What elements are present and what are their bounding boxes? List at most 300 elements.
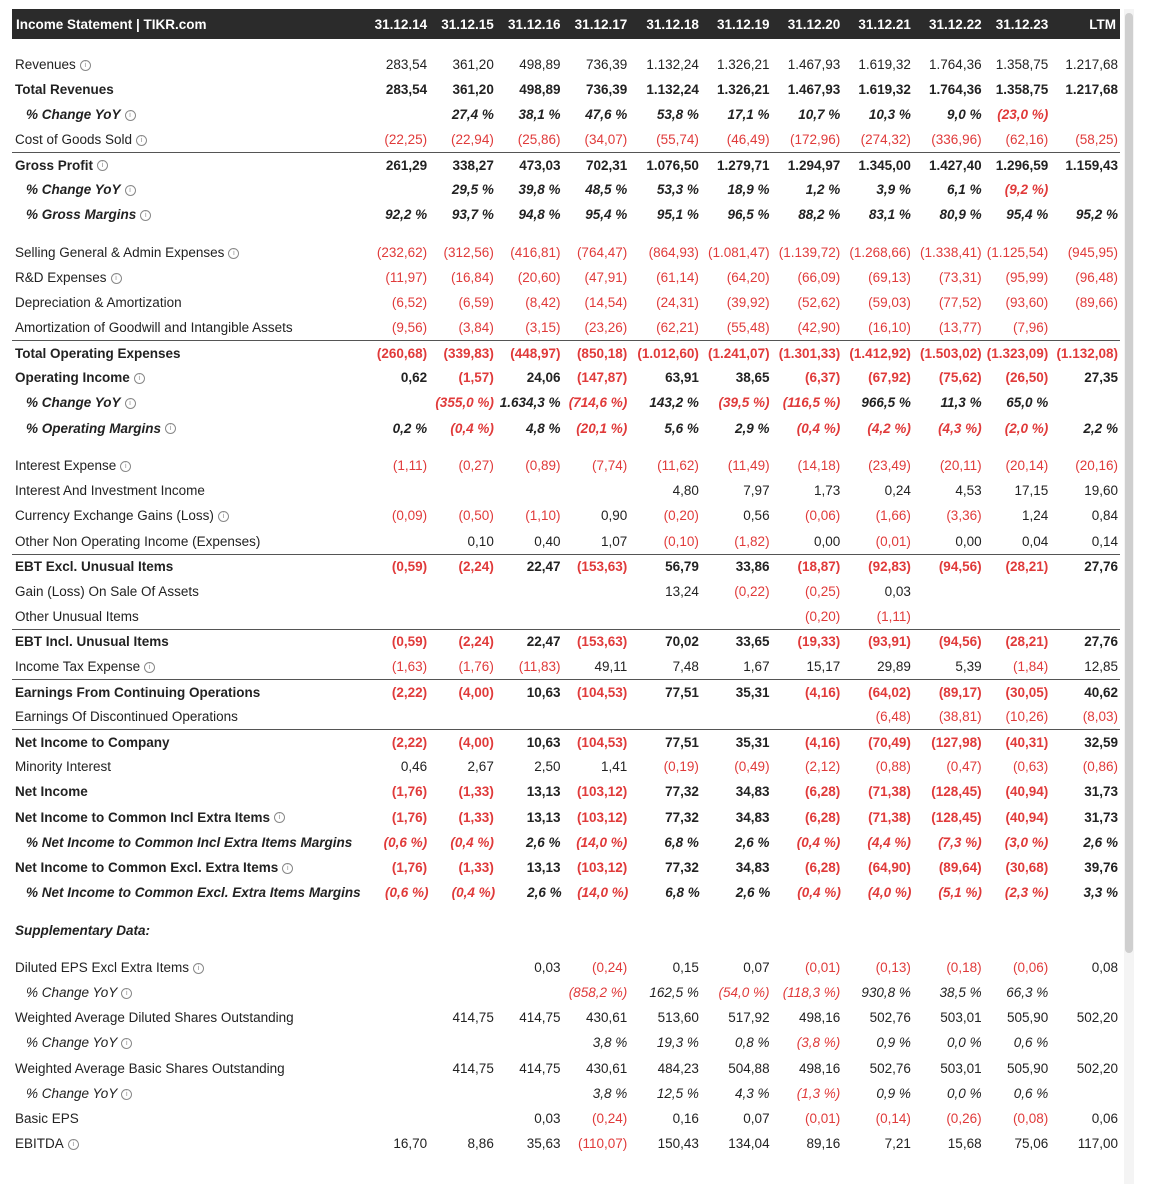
table-cell: (153,63) <box>576 559 628 575</box>
table-cell: 361,20 <box>452 56 494 72</box>
table-cell: (0,47) <box>946 759 982 775</box>
table-cell: (13,77) <box>938 320 982 336</box>
table-cell: 0,00 <box>955 533 982 549</box>
table-cell: (0,4 %) <box>451 884 496 900</box>
table-cell: (0,59) <box>391 559 428 575</box>
table-cell: 1,73 <box>813 483 841 499</box>
row-label <box>12 584 356 599</box>
table-cell: (0,08) <box>1013 1110 1049 1126</box>
row-label <box>12 609 356 624</box>
period-header[interactable]: 31.12.19 <box>717 16 770 32</box>
table-cell: 1.326,21 <box>717 81 770 97</box>
table-cell: (1.125,54) <box>986 244 1049 260</box>
row-spacer <box>12 227 1120 240</box>
info-icon[interactable]: i <box>125 110 136 121</box>
table-row[interactable] <box>12 729 1120 754</box>
table-row[interactable] <box>12 77 1120 102</box>
table-cell: 24,06 <box>526 370 561 386</box>
info-icon[interactable]: i <box>97 160 108 171</box>
row-label-text: EBT Excl. Unusual Items <box>15 559 174 575</box>
period-header[interactable]: 31.12.21 <box>858 16 911 32</box>
table-cell: 1.345,00 <box>858 157 911 173</box>
table-row[interactable] <box>12 240 1120 265</box>
table-cell: 1,41 <box>600 759 628 775</box>
table-cell: (70,49) <box>868 734 911 750</box>
row-label <box>12 295 356 310</box>
table-cell: 0,90 <box>600 508 628 524</box>
table-cell: 92,2 % <box>385 207 428 223</box>
table-row[interactable] <box>12 579 1120 604</box>
row-label <box>12 82 356 97</box>
table-cell: (46,49) <box>726 131 770 147</box>
info-icon[interactable]: i <box>165 423 176 434</box>
info-icon[interactable]: i <box>68 1139 79 1150</box>
row-label-text: % Operating Margins <box>26 420 162 436</box>
table-cell: (38,81) <box>938 709 982 725</box>
table-row[interactable] <box>12 152 1120 177</box>
table-cell: 517,92 <box>728 1010 770 1026</box>
table-cell: 736,39 <box>585 81 628 97</box>
table-cell: 117,00 <box>1077 1135 1118 1151</box>
scrollbar-thumb[interactable] <box>1125 13 1133 953</box>
table-cell: (64,02) <box>868 684 911 700</box>
row-label-text: Net Income to Common Excl. Extra Items <box>15 859 279 875</box>
table-row[interactable] <box>12 554 1120 579</box>
info-icon[interactable]: i <box>193 963 204 974</box>
row-spacer <box>12 441 1120 454</box>
table-cell: 1.634,3 % <box>499 395 561 411</box>
table-cell: (4,3 %) <box>938 420 982 436</box>
table-cell: (1,84) <box>1013 658 1049 674</box>
table-cell: (0,26) <box>946 1110 982 1126</box>
table-cell: 1.619,32 <box>858 81 911 97</box>
table-cell: (3,15) <box>525 320 561 336</box>
table-cell: 0,03 <box>884 583 911 599</box>
table-cell: 0,03 <box>534 1110 561 1126</box>
table-cell: 498,89 <box>519 81 561 97</box>
table-row[interactable] <box>12 980 1120 1005</box>
row-label-text: Cost of Goods Sold <box>15 131 133 147</box>
table-cell: 7,21 <box>884 1135 911 1151</box>
table-cell: (864,93) <box>648 244 699 260</box>
table-cell: 505,90 <box>1007 1010 1049 1026</box>
table-cell: (39,5 %) <box>718 395 770 411</box>
row-label-text: Amortization of Goodwill and Intangible Assets <box>15 320 293 336</box>
table-row[interactable] <box>12 604 1120 629</box>
table-cell: 0,46 <box>400 759 428 775</box>
table-row[interactable] <box>12 1005 1120 1030</box>
period-header[interactable]: 31.12.16 <box>507 16 561 32</box>
info-icon[interactable]: i <box>218 511 229 522</box>
table-cell: 1.294,97 <box>787 157 841 173</box>
period-header[interactable]: 31.12.18 <box>646 16 699 32</box>
table-cell: (945,95) <box>1067 244 1118 260</box>
table-cell: (34,07) <box>584 131 628 147</box>
info-icon[interactable]: i <box>121 1089 132 1100</box>
table-cell: (2,22) <box>391 734 428 750</box>
table-cell: (66,09) <box>797 269 841 285</box>
table-cell: 8,86 <box>467 1135 494 1151</box>
row-label-text: Weighted Average Basic Shares Outstanding <box>15 1060 285 1076</box>
table-cell: (339,83) <box>443 345 494 361</box>
table-cell: 6,8 % <box>665 884 700 900</box>
table-cell: 53,3 % <box>656 182 699 198</box>
table-cell: (4,00) <box>458 684 494 700</box>
table-cell: (19,33) <box>797 634 841 650</box>
table-cell: (2,22) <box>391 684 428 700</box>
row-label-text: Depreciation & Amortization <box>15 295 182 311</box>
period-header[interactable]: 31.12.22 <box>929 16 982 32</box>
table-cell: 966,5 % <box>861 395 911 411</box>
row-label-text: Earnings Of Discontinued Operations <box>15 709 238 725</box>
table-cell: 88,2 % <box>798 207 841 223</box>
table-cell: (103,12) <box>576 784 628 800</box>
table-cell: (69,13) <box>868 269 911 285</box>
info-icon[interactable]: i <box>125 398 136 409</box>
table-cell: (0,18) <box>946 960 982 976</box>
table-cell: (54,0 %) <box>718 985 770 1001</box>
table-cell: 150,43 <box>657 1135 699 1151</box>
table-cell: (0,01) <box>804 960 841 976</box>
table-cell: (4,0 %) <box>867 884 912 900</box>
row-label <box>12 1035 356 1050</box>
period-header[interactable]: LTM <box>1089 16 1116 32</box>
table-cell: (0,06) <box>1013 960 1049 976</box>
table-row[interactable] <box>12 1030 1120 1055</box>
table-cell: 12,5 % <box>656 1085 699 1101</box>
table-cell: (858,2 %) <box>568 985 628 1001</box>
row-label-text: % Net Income to Common Excl. Extra Items Margins <box>26 884 361 900</box>
table-cell: (0,10) <box>663 533 699 549</box>
table-cell: 94,8 % <box>518 207 561 223</box>
table-cell: (96,48) <box>1075 269 1118 285</box>
table-cell: 35,63 <box>526 1135 561 1151</box>
table-cell: (16,84) <box>451 269 494 285</box>
income-statement-table <box>12 9 1120 1156</box>
info-icon[interactable]: i <box>121 1038 132 1049</box>
table-cell: (1.139,72) <box>778 244 841 260</box>
table-cell: 430,61 <box>585 1010 628 1026</box>
row-label <box>12 534 356 549</box>
table-cell: 77,32 <box>665 809 699 825</box>
table-cell: 0,40 <box>534 533 561 549</box>
table-cell: 12,85 <box>1084 658 1118 674</box>
table-cell: (0,59) <box>391 634 428 650</box>
table-cell: (11,83) <box>518 658 561 674</box>
table-row[interactable] <box>12 177 1120 202</box>
table-row[interactable] <box>12 102 1120 127</box>
table-cell: 35,31 <box>735 734 770 750</box>
table-cell: 31,73 <box>1084 784 1118 800</box>
table-row[interactable] <box>12 654 1120 679</box>
table-cell: 0,62 <box>400 370 428 386</box>
table-row[interactable] <box>12 830 1120 855</box>
table-cell: (0,06) <box>804 508 841 524</box>
table-cell: 1.217,68 <box>1065 81 1118 97</box>
table-cell: (1.503,02) <box>920 345 982 361</box>
table-cell: 1,67 <box>743 658 770 674</box>
table-cell: 0,9 % <box>876 1085 911 1101</box>
table-row[interactable] <box>12 453 1120 478</box>
row-label <box>12 784 356 799</box>
table-row[interactable] <box>12 365 1120 390</box>
row-label-text: Weighted Average Diluted Shares Outstanding <box>15 1010 294 1026</box>
table-row[interactable] <box>12 340 1120 365</box>
table-row[interactable] <box>12 1056 1120 1081</box>
info-icon[interactable]: i <box>136 135 147 146</box>
row-label-text: Net Income to Company <box>15 734 170 750</box>
row-label-text: Gross Profit <box>15 157 94 173</box>
table-cell: (8,42) <box>525 295 561 311</box>
table-row[interactable] <box>12 503 1120 528</box>
table-cell: (0,63) <box>1013 759 1049 775</box>
table-cell: (2,12) <box>804 759 841 775</box>
table-row[interactable] <box>12 202 1120 227</box>
table-cell: 93,7 % <box>451 207 494 223</box>
table-row[interactable] <box>12 390 1120 415</box>
row-label <box>12 835 356 850</box>
table-cell: (55,74) <box>656 131 699 147</box>
table-cell: (116,5 %) <box>782 395 841 411</box>
table-cell: 702,31 <box>585 157 628 173</box>
table-row[interactable] <box>12 679 1120 704</box>
table-cell: 27,76 <box>1084 559 1118 575</box>
table-cell: (0,14) <box>875 1110 911 1126</box>
table-cell: 35,31 <box>735 684 770 700</box>
table-cell: (0,88) <box>875 759 911 775</box>
info-icon[interactable]: i <box>144 662 155 673</box>
table-cell: 11,3 % <box>940 395 982 411</box>
table-row[interactable] <box>12 880 1120 905</box>
table-row[interactable] <box>12 127 1120 152</box>
table-cell: 2,6 % <box>526 834 561 850</box>
table-cell: 930,8 % <box>861 985 911 1001</box>
table-cell: (110,07) <box>577 1135 628 1151</box>
period-header[interactable]: 31.12.17 <box>574 16 628 32</box>
table-cell: (1.012,60) <box>637 345 699 361</box>
table-row[interactable] <box>12 1106 1120 1131</box>
table-cell: 9,0 % <box>947 106 982 122</box>
table-cell: 7,97 <box>743 483 770 499</box>
row-label-text: Gain (Loss) On Sale Of Assets <box>15 583 199 599</box>
table-cell: (232,62) <box>376 244 428 260</box>
table-cell: (0,4 %) <box>450 834 494 850</box>
table-header <box>12 9 1120 39</box>
period-header[interactable]: 31.12.15 <box>441 16 494 32</box>
table-cell: 10,3 % <box>868 106 911 122</box>
table-cell: (1,33) <box>458 784 494 800</box>
table-cell: (9,2 %) <box>1004 182 1049 198</box>
table-row[interactable] <box>12 528 1120 553</box>
table-cell: 40,62 <box>1084 684 1118 700</box>
row-label <box>12 559 356 574</box>
table-cell: (4,16) <box>804 734 841 750</box>
table-cell: (0,24) <box>591 1110 628 1126</box>
table-cell: (5,1 %) <box>938 884 982 900</box>
table-cell: (77,52) <box>938 295 982 311</box>
info-icon[interactable]: i <box>111 273 122 284</box>
table-cell: 338,27 <box>452 157 494 173</box>
table-cell: 4,8 % <box>526 420 561 436</box>
table-cell: 505,90 <box>1007 1060 1049 1076</box>
table-cell: (0,6 %) <box>383 834 428 850</box>
row-label-text: Supplementary Data: <box>15 922 151 938</box>
table-cell: (118,3 %) <box>782 985 841 1001</box>
table-cell: (20,14) <box>1005 458 1049 474</box>
table-cell: (336,96) <box>931 131 982 147</box>
info-icon[interactable]: i <box>140 210 151 221</box>
info-icon[interactable]: i <box>120 461 131 472</box>
row-label-text: Basic EPS <box>15 1110 79 1126</box>
table-row[interactable] <box>12 955 1120 980</box>
table-cell: (1,33) <box>458 859 494 875</box>
table-row[interactable] <box>12 917 1120 942</box>
table-cell: (104,53) <box>576 734 628 750</box>
table-cell: 38,65 <box>735 370 770 386</box>
table-cell: (1.301,33) <box>778 345 841 361</box>
info-icon[interactable]: i <box>80 60 91 71</box>
table-cell: 32,59 <box>1084 734 1118 750</box>
info-icon[interactable]: i <box>282 863 293 874</box>
table-cell: (20,11) <box>939 458 982 474</box>
table-row[interactable] <box>12 704 1120 729</box>
table-row[interactable] <box>12 416 1120 441</box>
table-cell: 1.764,36 <box>929 56 982 72</box>
row-label-text: Total Operating Expenses <box>15 345 181 361</box>
table-cell: 27,35 <box>1084 370 1118 386</box>
table-cell: 15,68 <box>947 1135 982 1151</box>
table-row[interactable] <box>12 1081 1120 1106</box>
row-label <box>12 508 356 523</box>
table-cell: (0,13) <box>875 960 911 976</box>
table-cell: (2,24) <box>458 634 494 650</box>
table-row[interactable] <box>12 754 1120 779</box>
table-cell: 502,76 <box>869 1010 911 1026</box>
row-label <box>12 346 356 361</box>
table-cell: 1.358,75 <box>995 56 1049 72</box>
table-cell: 414,75 <box>519 1060 561 1076</box>
table-cell: 1.217,68 <box>1065 56 1118 72</box>
row-label <box>12 1136 356 1151</box>
period-header[interactable]: 31.12.23 <box>995 16 1049 32</box>
table-cell: (2,0 %) <box>1004 420 1049 436</box>
table-cell: 10,63 <box>526 734 561 750</box>
table-cell: 4,80 <box>672 483 699 499</box>
row-label <box>12 685 356 700</box>
table-cell: 2,2 % <box>1083 420 1118 436</box>
table-row[interactable] <box>12 629 1120 654</box>
table-row[interactable] <box>12 52 1120 77</box>
table-row[interactable] <box>12 805 1120 830</box>
table-row[interactable] <box>12 290 1120 315</box>
table-cell: 66,3 % <box>1006 985 1049 1001</box>
row-label-text: % Gross Margins <box>26 207 137 223</box>
row-label <box>12 960 356 975</box>
table-cell: 1.296,59 <box>995 157 1049 173</box>
table-row[interactable] <box>12 855 1120 880</box>
table-cell: (0,09) <box>391 508 428 524</box>
table-cell: 95,1 % <box>656 207 699 223</box>
info-icon[interactable]: i <box>121 988 132 999</box>
table-cell: 5,6 % <box>664 420 699 436</box>
table-cell: 1.132,24 <box>646 56 699 72</box>
table-cell: (11,62) <box>657 458 699 474</box>
info-icon[interactable]: i <box>134 373 145 384</box>
table-row[interactable] <box>12 779 1120 804</box>
table-row[interactable] <box>12 265 1120 290</box>
table-cell: (8,03) <box>1082 709 1118 725</box>
table-cell: 1.076,50 <box>646 157 699 173</box>
table-cell: (59,03) <box>868 295 911 311</box>
table-cell: (23,0 %) <box>997 106 1049 122</box>
period-header[interactable]: 31.12.20 <box>787 16 841 32</box>
table-cell: (0,25) <box>804 583 841 599</box>
table-cell: (1,33) <box>458 809 494 825</box>
info-icon[interactable]: i <box>228 248 239 259</box>
period-header[interactable]: 31.12.14 <box>374 16 428 32</box>
table-cell: 19,60 <box>1084 483 1118 499</box>
table-cell: 47,6 % <box>585 106 628 122</box>
table-cell: 502,20 <box>1076 1010 1118 1026</box>
table-cell: (67,92) <box>868 370 911 386</box>
table-cell: (55,48) <box>726 320 770 336</box>
table-cell: (103,12) <box>576 859 628 875</box>
row-label-text: Operating Income <box>15 370 130 386</box>
table-cell: 13,13 <box>526 859 561 875</box>
table-cell: 7,48 <box>672 658 699 674</box>
row-label-text: Income Tax Expense <box>15 658 141 674</box>
table-cell: (1,57) <box>458 370 494 386</box>
table-cell: 1.619,32 <box>858 56 911 72</box>
row-spacer <box>12 943 1120 956</box>
table-cell: (39,92) <box>726 295 770 311</box>
row-label-text: % Change YoY <box>26 1085 118 1101</box>
row-label-text: EBT Incl. Unusual Items <box>15 634 169 650</box>
table-cell: 1.764,36 <box>929 81 982 97</box>
row-label <box>12 245 356 260</box>
table-cell: 6,1 % <box>947 182 982 198</box>
table-cell: (0,4 %) <box>796 834 841 850</box>
table-cell: 0,07 <box>743 960 770 976</box>
table-cell: 34,83 <box>735 859 770 875</box>
row-label <box>12 810 356 825</box>
table-cell: (3,8 %) <box>796 1035 841 1051</box>
table-cell: 0,56 <box>743 508 770 524</box>
table-cell: 0,6 % <box>1013 1035 1049 1051</box>
table-cell: 0,04 <box>1022 533 1049 549</box>
table-cell: (128,45) <box>931 809 982 825</box>
info-icon[interactable]: i <box>274 812 285 823</box>
row-label <box>12 421 356 436</box>
table-cell: 13,24 <box>665 583 699 599</box>
table-cell: 77,51 <box>665 734 699 750</box>
table-cell: (714,6 %) <box>568 395 628 411</box>
table-cell: 13,13 <box>526 784 561 800</box>
table-row[interactable] <box>12 315 1120 340</box>
table-row[interactable] <box>12 478 1120 503</box>
table-cell: (448,97) <box>510 345 561 361</box>
info-icon[interactable]: i <box>125 185 136 196</box>
table-cell: (2,24) <box>458 559 494 575</box>
table-row[interactable] <box>12 1131 1120 1156</box>
table-cell: 34,83 <box>735 809 770 825</box>
table-cell: (0,49) <box>734 759 770 775</box>
table-cell: 414,75 <box>519 1010 561 1026</box>
table-cell: 473,03 <box>519 157 561 173</box>
table-cell: 4,3 % <box>735 1085 770 1101</box>
row-label <box>12 759 356 774</box>
table-cell: (128,45) <box>931 784 982 800</box>
